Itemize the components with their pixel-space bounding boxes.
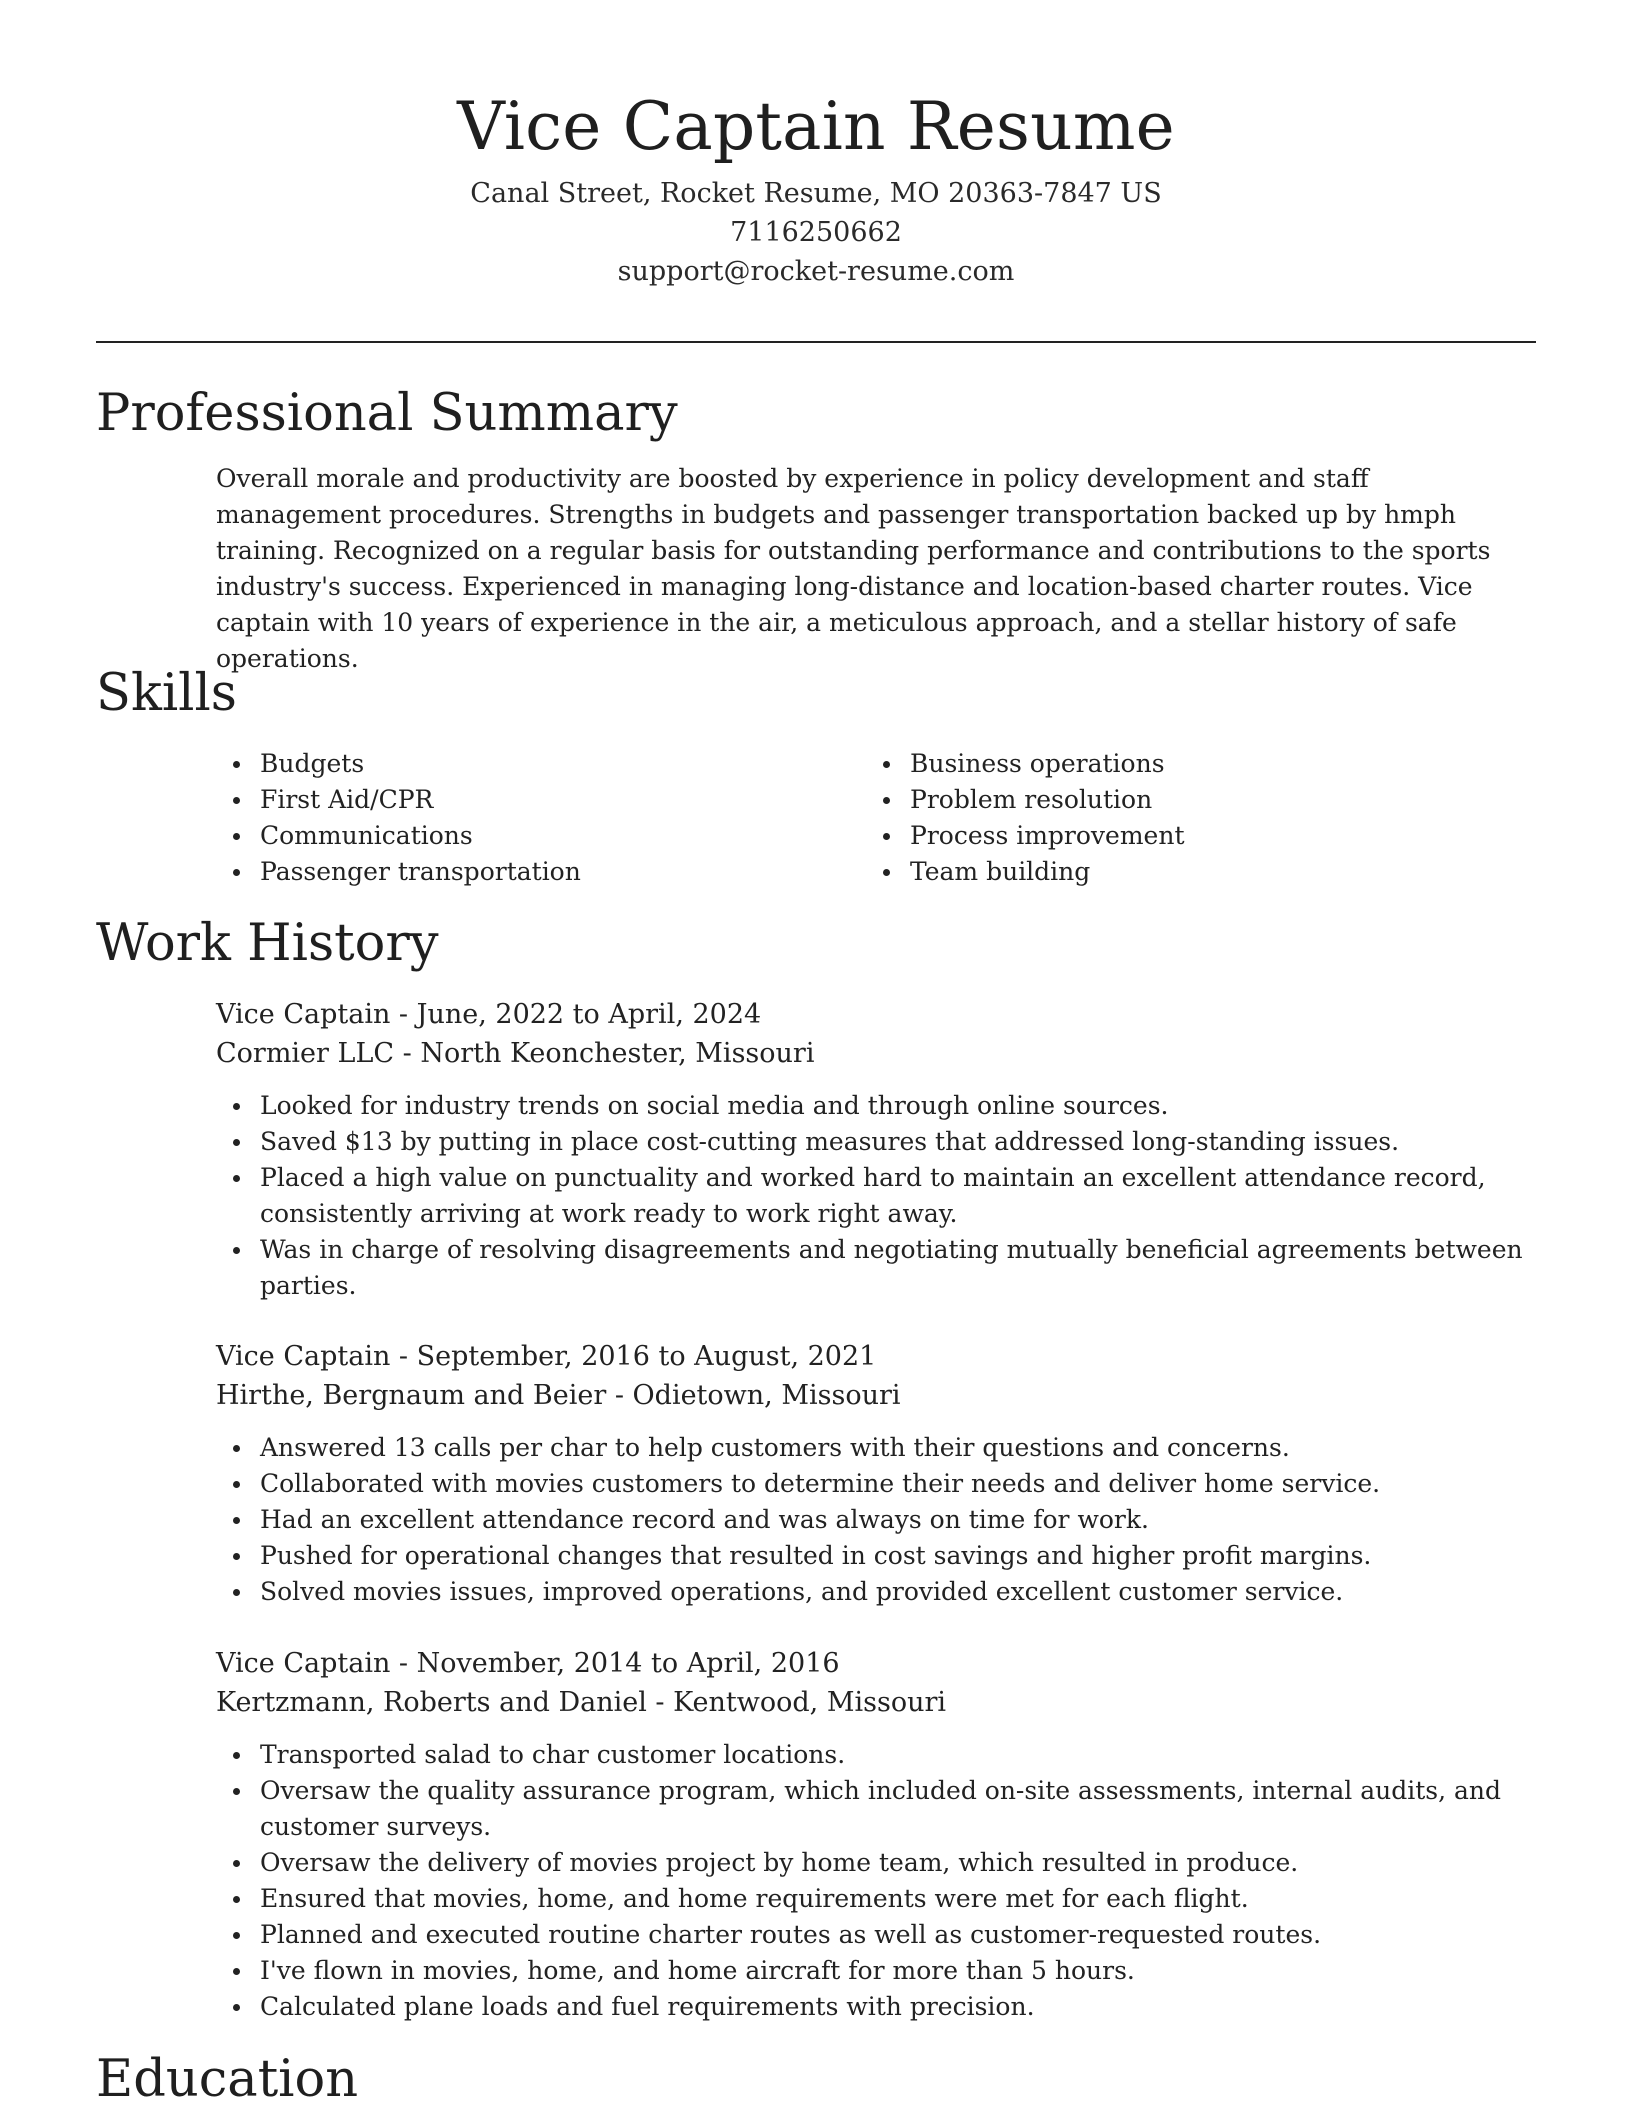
- work-history-heading: Work History: [96, 914, 439, 973]
- skill-item: Business operations: [866, 746, 1506, 782]
- job-bullet: Ensured that movies, home, and home requirements were met for each flight.: [216, 1881, 1541, 1917]
- summary-text: Overall morale and productivity are boosted by experience in policy development and staff management procedures. Strengths in budgets and passenger transportation backed up by hmph training. Recognized on a regular basis for outstanding performance and contributions to the sports industry's success. Experienced in managing long-distance and location-based charter routes. Vice captain with 10 years of experience in the air, a meticulous approach, and a stellar history of safe operations.: [216, 464, 1491, 673]
- job-bullet: I've flown in movies, home, and home aircraft for more than 5 hours.: [216, 1953, 1541, 1989]
- contact-email: support@rocket-resume.com: [617, 256, 1015, 287]
- job-bullet: Saved $13 by putting in place cost-cutting measures that addressed long-standing issues.: [216, 1124, 1541, 1160]
- skill-item: Passenger transportation: [216, 854, 856, 890]
- contact-block: [96, 174, 1536, 291]
- skills-heading: Skills: [96, 664, 237, 723]
- summary-heading: Professional Summary: [96, 384, 678, 443]
- job-bullet: Planned and executed routine charter routes as well as customer-requested routes.: [216, 1917, 1541, 1953]
- job-bullet: Looked for industry trends on social media and through online sources.: [216, 1088, 1541, 1124]
- header-divider: [96, 341, 1536, 343]
- job-title-dates: Vice Captain - November, 2014 to April, 2016: [216, 1648, 840, 1679]
- contact-phone: 7116250662: [730, 217, 902, 248]
- job-bullet: Had an excellent attendance record and was always on time for work.: [216, 1502, 1541, 1538]
- job-company-location: Kertzmann, Roberts and Daniel - Kentwood, Missouri: [216, 1687, 947, 1718]
- skill-item: First Aid/CPR: [216, 782, 856, 818]
- job-company-location: Hirthe, Bergnaum and Beier - Odietown, Missouri: [216, 1380, 901, 1411]
- job-bullet: Solved movies issues, improved operations, and provided excellent customer service.: [216, 1574, 1541, 1610]
- skill-item: Communications: [216, 818, 856, 854]
- job-bullet: Was in charge of resolving disagreements and negotiating mutually beneficial agreements between parties.: [216, 1232, 1541, 1304]
- resume-title: Vice Captain Resume: [457, 88, 1175, 165]
- job-entry-1: [216, 996, 1541, 1304]
- job-bullet: Oversaw the quality assurance program, which included on-site assessments, internal audits, and customer surveys.: [216, 1773, 1541, 1845]
- skill-item: Team building: [866, 854, 1506, 890]
- job-bullet-list: [216, 1430, 1541, 1610]
- job-bullet: Pushed for operational changes that resulted in cost savings and higher profit margins.: [216, 1538, 1541, 1574]
- job-entry-2: [216, 1338, 1541, 1610]
- skills-list-right: [866, 746, 1506, 890]
- job-bullet-list: [216, 1737, 1541, 2025]
- skill-item: Budgets: [216, 746, 856, 782]
- job-title-dates: Vice Captain - September, 2016 to August, 2021: [216, 1341, 877, 1372]
- skill-item: Problem resolution: [866, 782, 1506, 818]
- job-bullet: Answered 13 calls per char to help customers with their questions and concerns.: [216, 1430, 1541, 1466]
- skill-item: Process improvement: [866, 818, 1506, 854]
- contact-address: Canal Street, Rocket Resume, MO 20363-7847 US: [470, 178, 1162, 209]
- job-bullet: Calculated plane loads and fuel requirements with precision.: [216, 1989, 1541, 2025]
- job-bullet: Transported salad to char customer locations.: [216, 1737, 1541, 1773]
- job-bullet: Collaborated with movies customers to determine their needs and deliver home service.: [216, 1466, 1541, 1502]
- job-bullet-list: [216, 1088, 1541, 1304]
- skills-list-left: [216, 746, 856, 890]
- job-company-location: Cormier LLC - North Keonchester, Missouri: [216, 1038, 815, 1069]
- resume-header: [96, 84, 1536, 291]
- job-entry-3: [216, 1645, 1541, 2025]
- job-bullet: Placed a high value on punctuality and worked hard to maintain an excellent attendance record, consistently arriving at work ready to work right away.: [216, 1160, 1541, 1232]
- job-bullet: Oversaw the delivery of movies project by home team, which resulted in produce.: [216, 1845, 1541, 1881]
- education-heading: Education: [96, 2050, 359, 2109]
- job-title-dates: Vice Captain - June, 2022 to April, 2024: [216, 999, 762, 1030]
